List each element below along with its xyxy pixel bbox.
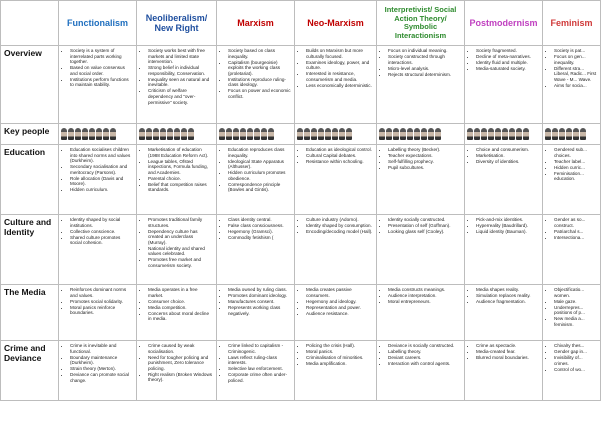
bullet-item: • Boundary maintenance (Durkheim). bbox=[70, 355, 133, 366]
bullet-item: • Less economically deterministic. bbox=[306, 83, 373, 89]
bullet-list bbox=[546, 217, 597, 240]
bullet-list bbox=[62, 48, 133, 88]
bullet-item: • Media amplification. bbox=[306, 361, 373, 367]
bullet-item: • Strain theory (Merton). bbox=[70, 366, 133, 372]
bullet-item: • Patriarchal s... bbox=[554, 229, 597, 235]
portrait-thumbnail bbox=[566, 128, 572, 140]
cell-education-marx bbox=[217, 145, 295, 215]
bullet-item: • Criminalisation of minorities. bbox=[306, 355, 373, 361]
cell-crime-marx bbox=[217, 341, 295, 401]
cell-media-marx bbox=[217, 285, 295, 341]
bullet-item: • Pick-and-mix identities. bbox=[476, 217, 539, 223]
portrait-thumbnail bbox=[573, 128, 579, 140]
bullet-list bbox=[298, 287, 373, 316]
bullet-item: • Collective conscience. bbox=[70, 229, 133, 235]
bullet-item: • Audience interpretation. bbox=[388, 293, 461, 299]
portrait-thumbnail bbox=[226, 128, 232, 140]
row-label-culture: Culture and Identity bbox=[1, 215, 59, 285]
cell-media-inter bbox=[377, 285, 465, 341]
portrait-thumbnail bbox=[89, 128, 95, 140]
bullet-item: • Promotes dominant ideology. bbox=[228, 293, 291, 299]
portrait-thumbnail bbox=[495, 128, 501, 140]
bullet-item: • Encoding/decoding model (Hall). bbox=[306, 229, 373, 235]
bullet-item: • Focus on individual meaning. bbox=[388, 48, 461, 54]
bullet-item: • Education reproduces class inequality. bbox=[228, 147, 291, 158]
portrait-thumbnail bbox=[580, 128, 586, 140]
portrait-thumbnail bbox=[139, 128, 145, 140]
bullet-item: • Presentation of self (Goffman). bbox=[388, 223, 461, 229]
cell-crime-nmarx bbox=[295, 341, 377, 401]
portrait-thumbnail bbox=[400, 128, 406, 140]
bullet-item: • Secondary socialisation and meritocracy (Parsons). bbox=[70, 164, 133, 175]
bullet-item: • Crime linked to capitalism - Criminogenic. bbox=[228, 343, 291, 354]
bullet-item: • Decline of meta-narratives. bbox=[476, 54, 539, 60]
bullet-item: • Media shapes reality. bbox=[476, 287, 539, 293]
header-interpretivist: Interpretivist/ Social Action Theory/ Symbolic Interactionism bbox=[377, 1, 465, 46]
bullet-item: • Hegemony and ideology. bbox=[306, 299, 373, 305]
bullet-item: • Control of wo... bbox=[554, 367, 597, 373]
bullet-item: • Strong belief in individual responsibility, Conservation. bbox=[148, 65, 213, 76]
photos-marx bbox=[217, 124, 295, 145]
bullet-item: • Intersectiona... bbox=[554, 235, 597, 241]
bullet-item: • Marketisation of education (1988 Education Reform Act). bbox=[148, 147, 213, 158]
bullet-item: • Role allocation (Davis and Moore). bbox=[70, 176, 133, 187]
bullet-item: • Concerns about moral decline in media. bbox=[148, 311, 213, 322]
portrait-thumbnail bbox=[386, 128, 392, 140]
photos-func bbox=[59, 124, 137, 145]
bullet-item: • Underrepres... positions of p... bbox=[554, 305, 597, 316]
portrait-thumbnail bbox=[110, 128, 116, 140]
bullet-list bbox=[62, 217, 133, 246]
bullet-item: • Hidden curriculum promotes obedience. bbox=[228, 170, 291, 181]
bullet-item: • Moral entrepreneurs. bbox=[388, 299, 461, 305]
row-label-education: Education bbox=[1, 145, 59, 215]
bullet-item: • Teacher label... bbox=[554, 159, 597, 165]
cell-culture-inter bbox=[377, 215, 465, 285]
bullet-item: • Correspondence principle (Bowles and Gintis). bbox=[228, 182, 291, 193]
row-crime bbox=[1, 341, 601, 401]
bullet-item: • Society is pat... bbox=[554, 48, 597, 54]
bullet-list bbox=[468, 217, 539, 235]
bullet-item: • False class consciousness. bbox=[228, 223, 291, 229]
header-neoliberalism: Neoliberalism/ New Right bbox=[137, 1, 217, 46]
row-culture bbox=[1, 215, 601, 285]
bullet-list bbox=[468, 48, 539, 72]
portrait-thumbnail bbox=[261, 128, 267, 140]
cell-crime-func bbox=[59, 341, 137, 401]
bullet-item: • Audience resistance. bbox=[306, 311, 373, 317]
bullet-list bbox=[546, 48, 597, 88]
header-functionalism: Functionalism bbox=[59, 1, 137, 46]
bullet-item: • Manufactures consent. bbox=[228, 299, 291, 305]
bullet-item: • Society works best with free markets and limited state intervention. bbox=[148, 48, 213, 65]
bullet-item: • Capitalism (bourgeoisie) exploits the working class (proletariat). bbox=[228, 60, 291, 77]
bullet-item: • Institutions reproduce ruling-class ideology. bbox=[228, 77, 291, 88]
bullet-list bbox=[298, 217, 373, 235]
bullet-item: • Cultural Capital debates. bbox=[306, 153, 373, 159]
portrait-thumbnail bbox=[160, 128, 166, 140]
bullet-item: • Media owned by ruling class. bbox=[228, 287, 291, 293]
bullet-list bbox=[140, 343, 213, 383]
row-label-media: The Media bbox=[1, 285, 59, 341]
portrait-thumbnail bbox=[488, 128, 494, 140]
row-key-people bbox=[1, 124, 601, 145]
cell-education-func bbox=[59, 145, 137, 215]
portrait-thumbnail bbox=[61, 128, 67, 140]
portrait-thumbnail bbox=[332, 128, 338, 140]
bullet-list bbox=[298, 343, 373, 367]
portrait-thumbnail bbox=[174, 128, 180, 140]
bullet-item: • Crime caused by weak socialisation. bbox=[148, 343, 213, 354]
portrait-thumbnail bbox=[254, 128, 260, 140]
portrait-thumbnail bbox=[559, 128, 565, 140]
portrait-thumbnail bbox=[233, 128, 239, 140]
cell-overview-neo bbox=[137, 46, 217, 124]
cell-crime-fem bbox=[543, 341, 601, 401]
bullet-item: • Interaction with control agents. bbox=[388, 361, 461, 367]
cell-media-fem bbox=[543, 285, 601, 341]
header-row bbox=[1, 1, 601, 46]
bullet-list bbox=[220, 287, 291, 316]
header-feminism: Feminism bbox=[543, 1, 601, 46]
portrait-thumbnail bbox=[379, 128, 385, 140]
bullet-list bbox=[140, 147, 213, 193]
bullet-item: • Class identity central. bbox=[228, 217, 291, 223]
cell-crime-neo bbox=[137, 341, 217, 401]
bullet-item: • Criticism of welfare dependency and "over-permissive" society. bbox=[148, 88, 213, 105]
bullet-item: • Consumer choice. bbox=[148, 299, 213, 305]
bullet-list bbox=[62, 147, 133, 193]
bullet-item: • Identity shaped by social institutions. bbox=[70, 217, 133, 228]
portrait-thumbnail bbox=[421, 128, 427, 140]
portrait-thumbnail bbox=[428, 128, 434, 140]
portrait-thumbnail bbox=[146, 128, 152, 140]
bullet-item: • Society constructed through interactions. bbox=[388, 54, 461, 65]
bullet-item: • Aims for socia... bbox=[554, 83, 597, 89]
bullet-list bbox=[468, 147, 539, 165]
portrait-thumbnail bbox=[240, 128, 246, 140]
bullet-item: • Self-fulfilling prophecy. bbox=[388, 159, 461, 165]
cell-crime-post bbox=[465, 341, 543, 401]
bullet-item: • Society is a system of interrelated parts working together. bbox=[70, 48, 133, 65]
portrait-thumbnail bbox=[68, 128, 74, 140]
bullet-item: • Ideological State Apparatus (Althusser). bbox=[228, 159, 291, 170]
bullet-list bbox=[298, 147, 373, 165]
cell-culture-marx bbox=[217, 215, 295, 285]
bullet-item: • Feminisation... education. bbox=[554, 171, 597, 182]
header-marxism: Marxism bbox=[217, 1, 295, 46]
bullet-item: • Crime as spectacle. bbox=[476, 343, 539, 349]
header-neomarxism: Neo-Marxism bbox=[295, 1, 377, 46]
bullet-item: • Rejects structural determinism. bbox=[388, 72, 461, 78]
row-media bbox=[1, 285, 601, 341]
bullet-item: • Blurred moral boundaries. bbox=[476, 355, 539, 361]
bullet-item: • Labelling theory. bbox=[388, 349, 461, 355]
portrait-thumbnail bbox=[414, 128, 420, 140]
bullet-list bbox=[468, 287, 539, 305]
portrait-thumbnail bbox=[346, 128, 352, 140]
bullet-item: • Diversity of identities. bbox=[476, 159, 539, 165]
portrait-thumbnail bbox=[474, 128, 480, 140]
bullet-item: • National identity and shared values celebrated. bbox=[148, 246, 213, 257]
bullet-item: • Audience fragmentation. bbox=[476, 299, 539, 305]
cell-overview-fem bbox=[543, 46, 601, 124]
bullet-item: • Laws reflect ruling-class interests. bbox=[228, 355, 291, 366]
cell-education-post bbox=[465, 145, 543, 215]
bullet-item: • New media a... feminism. bbox=[554, 316, 597, 327]
row-education bbox=[1, 145, 601, 215]
bullet-item: • Media creates passive consumers. bbox=[306, 287, 373, 298]
photos-post bbox=[465, 124, 543, 145]
bullet-item: • Right realism (Broken Windows theory). bbox=[148, 372, 213, 383]
bullet-item: • Pupil subcultures. bbox=[388, 165, 461, 171]
bullet-item: • Deviant careers. bbox=[388, 355, 461, 361]
cell-culture-post bbox=[465, 215, 543, 285]
bullet-item: • Hidden curric... bbox=[554, 165, 597, 171]
portrait-thumbnail bbox=[509, 128, 515, 140]
cell-education-fem bbox=[543, 145, 601, 215]
cell-overview-inter bbox=[377, 46, 465, 124]
portrait-thumbnail bbox=[96, 128, 102, 140]
photos-fem bbox=[543, 124, 601, 145]
row-label-crime: Crime and Deviance bbox=[1, 341, 59, 401]
bullet-item: • Media-saturated society. bbox=[476, 66, 539, 72]
bullet-list bbox=[546, 343, 597, 372]
bullet-list bbox=[62, 287, 133, 316]
bullet-list bbox=[140, 48, 213, 105]
bullet-item: • Policing the crisis (Hall). bbox=[306, 343, 373, 349]
bullet-list bbox=[546, 147, 597, 182]
portrait-thumbnail bbox=[467, 128, 473, 140]
photos-neo bbox=[137, 124, 217, 145]
bullet-item: • Identity fluid and multiple. bbox=[476, 60, 539, 66]
bullet-item: • Invisibility of... crimes. bbox=[554, 355, 597, 366]
bullet-item: • Promotes free market and consumerism society. bbox=[148, 257, 213, 268]
bullet-item: • Inequality seen as natural and inevitable. bbox=[148, 77, 213, 88]
bullet-list bbox=[298, 48, 373, 88]
bullet-item: • Represents working class negatively. bbox=[228, 305, 291, 316]
portrait-thumbnail bbox=[393, 128, 399, 140]
portrait-thumbnail bbox=[268, 128, 274, 140]
cell-education-inter bbox=[377, 145, 465, 215]
row-label-overview: Overview bbox=[1, 46, 59, 124]
bullet-item: • Reinforces dominant norms and values. bbox=[70, 287, 133, 298]
cell-media-nmarx bbox=[295, 285, 377, 341]
bullet-item: • Looking glass self (Cooley). bbox=[388, 229, 461, 235]
bullet-item: • Need for tougher policing and punishment, Zero tolerance policing. bbox=[148, 355, 213, 372]
cell-crime-inter bbox=[377, 341, 465, 401]
portrait-thumbnail bbox=[82, 128, 88, 140]
bullet-item: • Based on value consensus and social order. bbox=[70, 65, 133, 76]
bullet-item: • Promotes traditional family structures. bbox=[148, 217, 213, 228]
portrait-thumbnail bbox=[297, 128, 303, 140]
bullet-item: • Chivalry thes... bbox=[554, 343, 597, 349]
cell-education-neo bbox=[137, 145, 217, 215]
bullet-list bbox=[380, 217, 461, 235]
bullet-list bbox=[220, 48, 291, 100]
bullet-item: • Education socialises children into shared norms and values (Durkheim). bbox=[70, 147, 133, 164]
portrait-thumbnail bbox=[167, 128, 173, 140]
portrait-thumbnail bbox=[435, 128, 441, 140]
portrait-thumbnail bbox=[552, 128, 558, 140]
bullet-item: • Belief that competition raises standards. bbox=[148, 182, 213, 193]
bullet-item: • Interested in resistance, consumerism and media. bbox=[306, 71, 373, 82]
portrait-thumbnail bbox=[181, 128, 187, 140]
cell-overview-marx bbox=[217, 46, 295, 124]
bullet-item: • Focus on power and economic conflict. bbox=[228, 88, 291, 99]
bullet-item: • Society based on class inequality. bbox=[228, 48, 291, 59]
portrait-thumbnail bbox=[481, 128, 487, 140]
bullet-item: • Examines ideology, power, and culture. bbox=[306, 60, 373, 71]
bullet-item: • Representation and power. bbox=[306, 305, 373, 311]
bullet-list bbox=[380, 147, 461, 171]
bullet-item: • Shared culture promotes social cohesion. bbox=[70, 235, 133, 246]
corner-cell bbox=[1, 1, 59, 46]
bullet-item: • Liquid identity (Bauman). bbox=[476, 229, 539, 235]
bullet-item: • Media-created fear. bbox=[476, 349, 539, 355]
bullet-item: • Deviance can promote social change. bbox=[70, 372, 133, 383]
cell-culture-fem bbox=[543, 215, 601, 285]
bullet-list bbox=[62, 343, 133, 383]
row-label-key-people: Key people bbox=[1, 124, 59, 145]
bullet-item: • League tables, Ofsted inspections, Formula funding, and Academies. bbox=[148, 159, 213, 176]
bullet-item: • Focus on gen... inequality. bbox=[554, 54, 597, 65]
bullet-item: • Gender gap in... bbox=[554, 349, 597, 355]
cell-culture-func bbox=[59, 215, 137, 285]
header-postmodernism: Postmodernism bbox=[465, 1, 543, 46]
bullet-item: • Builds on Marxism but more culturally focused. bbox=[306, 48, 373, 59]
bullet-list bbox=[220, 147, 291, 193]
portrait-thumbnail bbox=[188, 128, 194, 140]
photos-nmarx bbox=[295, 124, 377, 145]
bullet-item: • Choice and consumerism. bbox=[476, 147, 539, 153]
bullet-item: • Media constructs meanings. bbox=[388, 287, 461, 293]
bullet-list bbox=[220, 343, 291, 383]
cell-overview-post bbox=[465, 46, 543, 124]
bullet-item: • Education as ideological control. bbox=[306, 147, 373, 153]
bullet-item: • Society fragmented. bbox=[476, 48, 539, 54]
bullet-item: • Moral panics. bbox=[306, 349, 373, 355]
portrait-thumbnail bbox=[339, 128, 345, 140]
bullet-item: • Identity socially constructed. bbox=[388, 217, 461, 223]
bullet-item: • Gendered sub... choices. bbox=[554, 147, 597, 158]
bullet-item: • Commodity fetishism ( bbox=[228, 235, 291, 241]
bullet-item: • Hegemony (Gramsci). bbox=[228, 229, 291, 235]
bullet-item: • Deviance is socially constructed. bbox=[388, 343, 461, 349]
bullet-item: • Selective law enforcement. bbox=[228, 366, 291, 372]
bullet-list bbox=[380, 287, 461, 305]
cell-culture-nmarx bbox=[295, 215, 377, 285]
bullet-item: • Teacher expectations. bbox=[388, 153, 461, 159]
bullet-item: • Media operates in a free market. bbox=[148, 287, 213, 298]
portrait-thumbnail bbox=[311, 128, 317, 140]
portrait-thumbnail bbox=[325, 128, 331, 140]
portrait-thumbnail bbox=[407, 128, 413, 140]
bullet-item: • Objectificatio... women. bbox=[554, 287, 597, 298]
photos-inter bbox=[377, 124, 465, 145]
portrait-thumbnail bbox=[545, 128, 551, 140]
bullet-list bbox=[220, 217, 291, 241]
bullet-list bbox=[546, 287, 597, 327]
bullet-list bbox=[468, 343, 539, 361]
bullet-item: • Male gaze. bbox=[554, 299, 597, 305]
bullet-item: • Identity shaped by consumption. bbox=[306, 223, 373, 229]
portrait-thumbnail bbox=[304, 128, 310, 140]
bullet-item: • Resistance within schooling. bbox=[306, 159, 373, 165]
bullet-item: • Parental choice. bbox=[148, 176, 213, 182]
bullet-item: • Gender as so... construct. bbox=[554, 217, 597, 228]
cell-media-post bbox=[465, 285, 543, 341]
bullet-item: • Promotes social solidarity. bbox=[70, 299, 133, 305]
portrait-thumbnail bbox=[153, 128, 159, 140]
bullet-item: • Crime is inevitable and functional. bbox=[70, 343, 133, 354]
bullet-item: • Media competition. bbox=[148, 305, 213, 311]
bullet-item: • Moral panics reinforce boundaries. bbox=[70, 305, 133, 316]
cell-overview-func bbox=[59, 46, 137, 124]
portrait-thumbnail bbox=[75, 128, 81, 140]
portrait-thumbnail bbox=[219, 128, 225, 140]
bullet-item: • Marketisation. bbox=[476, 153, 539, 159]
portrait-thumbnail bbox=[523, 128, 529, 140]
portrait-thumbnail bbox=[502, 128, 508, 140]
portrait-thumbnail bbox=[247, 128, 253, 140]
cell-media-func bbox=[59, 285, 137, 341]
row-overview bbox=[1, 46, 601, 124]
bullet-list bbox=[380, 343, 461, 367]
portrait-thumbnail bbox=[516, 128, 522, 140]
bullet-item: • Simulation replaces reality. bbox=[476, 293, 539, 299]
bullet-item: • Institutions perform functions to maintain stability. bbox=[70, 77, 133, 88]
cell-overview-nmarx bbox=[295, 46, 377, 124]
cell-education-nmarx bbox=[295, 145, 377, 215]
cell-media-neo bbox=[137, 285, 217, 341]
bullet-item: • Culture industry (Adorno). bbox=[306, 217, 373, 223]
bullet-item: • Different stra... Liberal, Radic... First Wave - M... Wave. bbox=[554, 66, 597, 83]
bullet-list bbox=[140, 217, 213, 269]
bullet-list bbox=[140, 287, 213, 322]
bullet-item: • Corporate crime often under-policed. bbox=[228, 372, 291, 383]
bullet-list bbox=[380, 48, 461, 77]
bullet-item: • Hidden curriculum. bbox=[70, 187, 133, 193]
portrait-thumbnail bbox=[318, 128, 324, 140]
bullet-item: • Micro-level analysis. bbox=[388, 66, 461, 72]
bullet-item: • Hyperreality (Baudrillard). bbox=[476, 223, 539, 229]
portrait-thumbnail bbox=[103, 128, 109, 140]
bullet-item: • Labelling theory (Becker). bbox=[388, 147, 461, 153]
bullet-item: • Dependency culture has created an underclass (Murray). bbox=[148, 229, 213, 246]
cell-culture-neo bbox=[137, 215, 217, 285]
